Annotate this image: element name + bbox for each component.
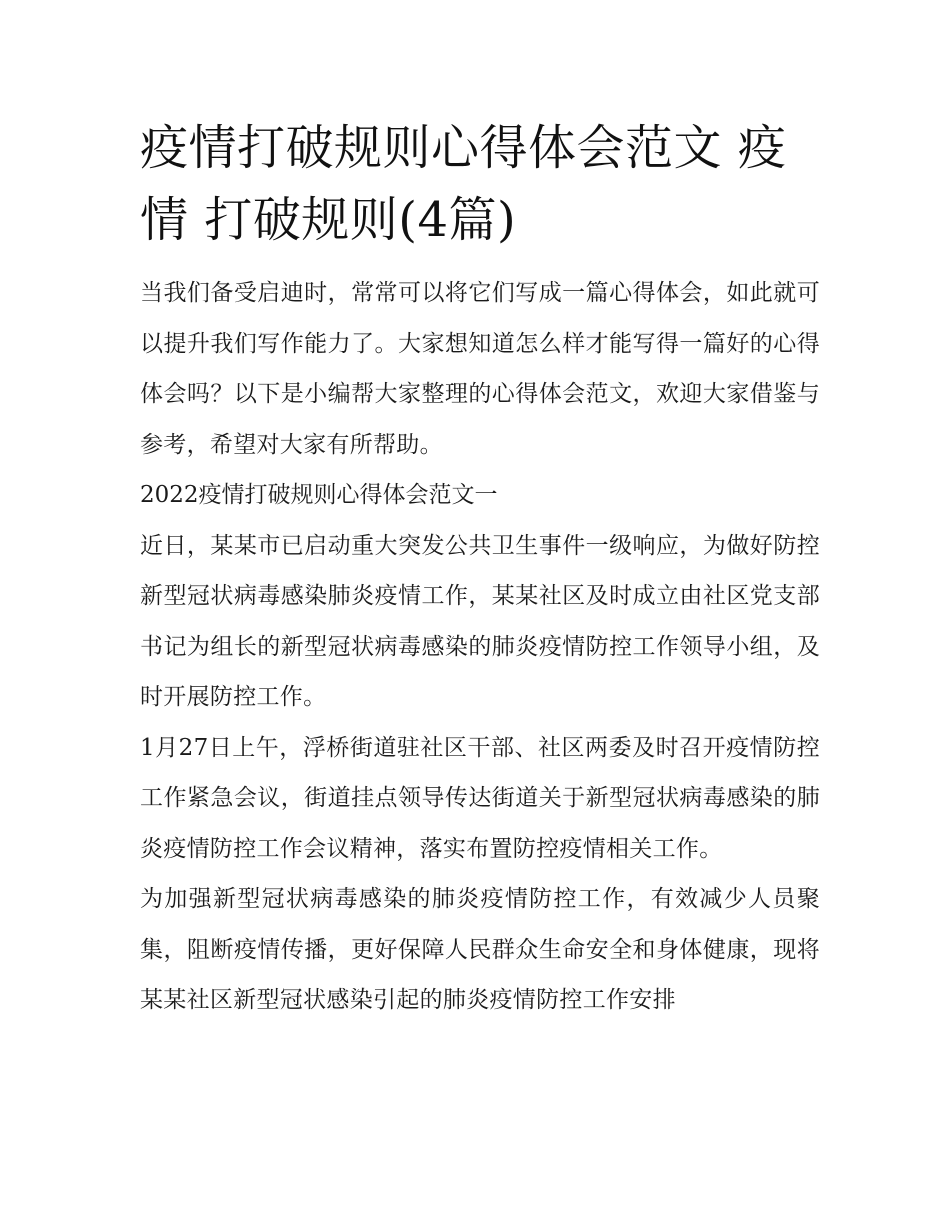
section-heading: 2022疫情打破规则心得体会范文一: [140, 482, 498, 508]
document-page: [140, 112, 820, 1026]
body-paragraph: 近日，某某市已启动重大突发公共卫生事件一级响应，为做好防控新型冠状病毒感染肺炎疫情工作，某某社区及时成立由社区党支部书记为组长的新型冠状病毒感染的肺炎疫情防控工作领导小组，及时开展防控工作。: [140, 532, 820, 710]
body-paragraph: 为加强新型冠状病毒感染的肺炎疫情防控工作，有效减少人员聚集，阻断疫情传播，更好保障人民群众生命安全和身体健康，现将某某社区新型冠状感染引起的肺炎疫情防控工作安排: [140, 886, 820, 1013]
document-body: [140, 268, 820, 1026]
intro-paragraph: 当我们备受启迪时，常常可以将它们写成一篇心得体会，如此就可以提升我们写作能力了。大家想知道怎么样才能写得一篇好的心得体会吗？以下是小编帮大家整理的心得体会范文，欢迎大家借鉴与参考，希望对大家有所帮助。: [140, 280, 820, 458]
body-paragraph: 1月27日上午，浮桥街道驻社区干部、社区两委及时召开疫情防控工作紧急会议，街道挂点领导传达街道关于新型冠状病毒感染的肺炎疫情防控工作会议精神，落实布置防控疫情相关工作。: [140, 734, 820, 862]
document-title: 疫情打破规则心得体会范文 疫情 打破规则(4篇): [140, 120, 787, 248]
